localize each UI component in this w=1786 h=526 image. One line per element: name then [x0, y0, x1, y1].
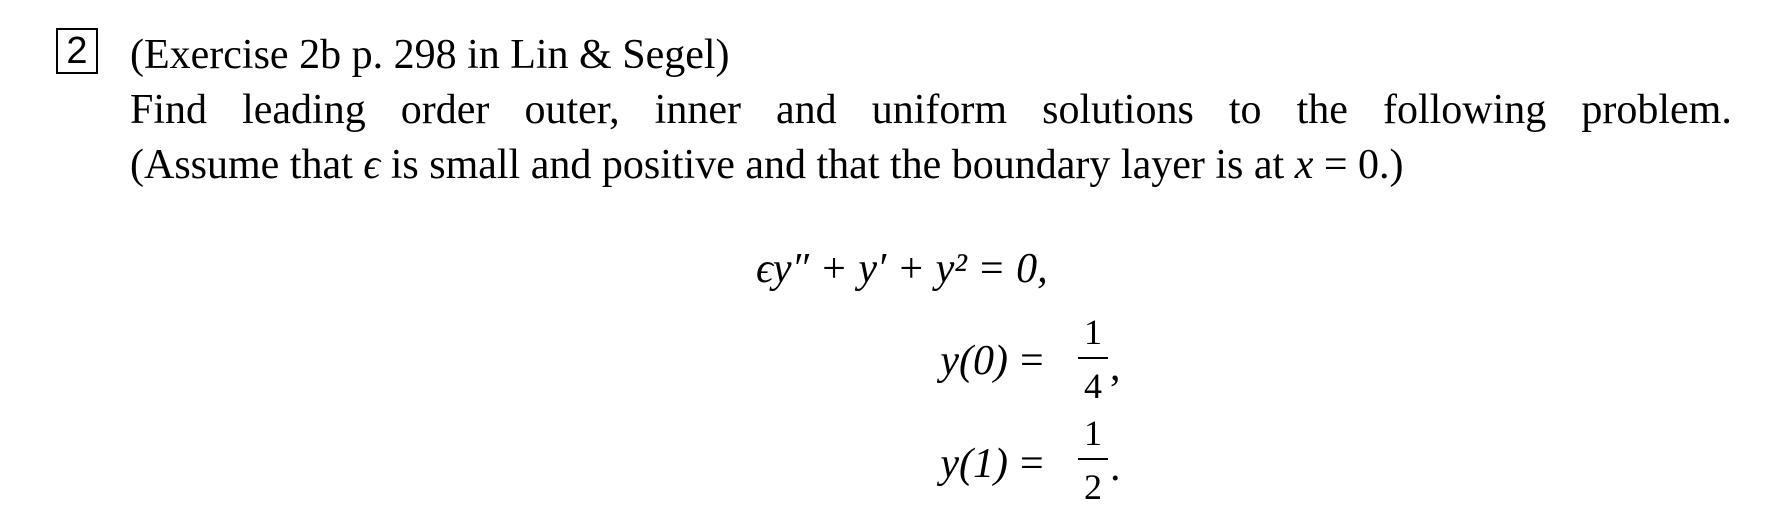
statement-word: inner	[654, 87, 741, 133]
statement-word: following	[1382, 87, 1547, 133]
boundary-condition-1-left: y(1)	[940, 441, 1008, 487]
boundary-condition-0-left: y(0)	[940, 338, 1008, 384]
problem-statement-line-1	[130, 89, 1732, 131]
fraction-denominator: 4	[1084, 366, 1102, 406]
statement-word: outer,	[524, 87, 620, 133]
statement-word: Find	[130, 87, 208, 133]
statement-word: to	[1228, 87, 1262, 133]
fraction-bar	[1078, 357, 1108, 359]
source-citation: (Exercise 2b p. 298 in Lin & Segel)	[130, 32, 730, 78]
x-variable: x	[1294, 142, 1314, 188]
comma: ,	[1110, 344, 1121, 390]
problem-number: 2	[66, 30, 88, 72]
statement-word: order	[400, 87, 490, 133]
equals-sign: =	[1020, 338, 1044, 384]
statement-word: problem.	[1581, 87, 1732, 133]
statement-text: is small and positive and that the boundary layer is at	[380, 142, 1295, 188]
statement-word: solutions	[1042, 87, 1194, 133]
problem-number-box	[56, 28, 98, 74]
epsilon-symbol: ϵ	[363, 142, 381, 188]
statement-word: the	[1296, 87, 1348, 133]
period: .	[1110, 444, 1121, 490]
statement-word: and	[776, 87, 837, 133]
statement-word: uniform	[871, 87, 1008, 133]
statement-word: leading	[242, 87, 366, 133]
fraction-numerator: 1	[1084, 312, 1102, 352]
statement-text: (Assume that	[130, 142, 364, 188]
fraction-bar	[1078, 458, 1108, 460]
equals-sign: =	[1020, 441, 1044, 487]
ode-equation: ϵy″ + y′ + y² = 0,	[756, 246, 1048, 292]
statement-text: = 0.)	[1313, 142, 1404, 188]
fraction-denominator: 2	[1084, 467, 1102, 507]
problem-statement-line-2	[130, 144, 1404, 186]
fraction-numerator: 1	[1084, 413, 1102, 453]
